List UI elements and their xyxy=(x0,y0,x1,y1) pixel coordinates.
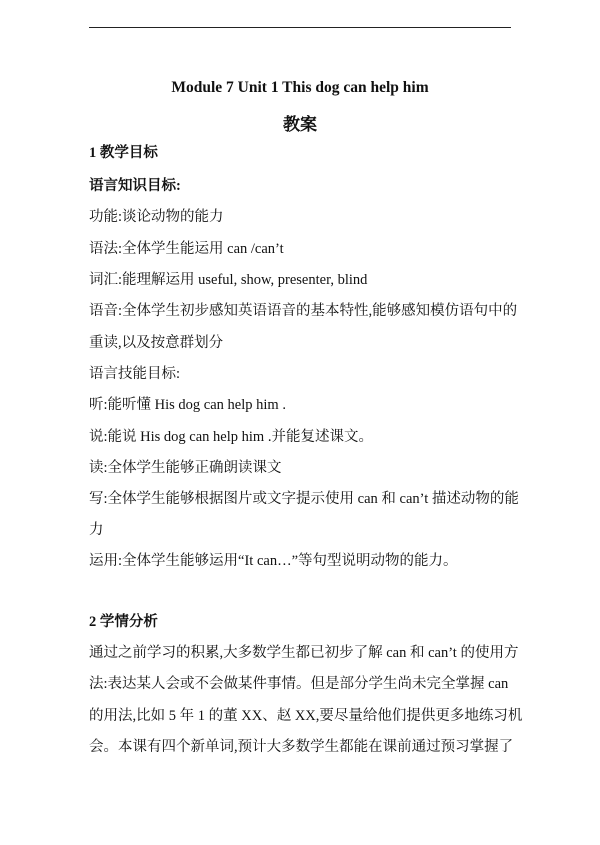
text-reading: 读:全体学生能够正确朗读课文 xyxy=(89,460,282,476)
text-listening: 听:能听懂 His dog can help him . xyxy=(89,397,286,413)
text-application: 运用:全体学生能够运用“It can…”等句型说明动物的能力。 xyxy=(89,553,458,569)
text-vocabulary: 词汇:能理解运用 useful, show, presenter, blind xyxy=(89,272,368,288)
text-analysis-line4: 会。本课有四个新单词,预计大多数学生都能在课前通过预习掌握了 xyxy=(89,739,514,755)
subheading-knowledge: 语言知识目标: xyxy=(89,178,181,194)
document-title: Module 7 Unit 1 This dog can help him xyxy=(171,79,429,96)
text-phonetics-line1: 语音:全体学生初步感知英语语音的基本特性,能够感知模仿语句中的 xyxy=(89,303,518,319)
text-writing-line2: 力 xyxy=(89,522,104,538)
text-analysis-line3: 的用法,比如 5 年 1 的董 XX、赵 XX,要尽量给他们提供更多地练习机 xyxy=(89,708,523,724)
text-analysis-line1: 通过之前学习的积累,大多数学生都已初步了解 can 和 can’t 的使用方 xyxy=(89,645,519,661)
text-writing-line1: 写:全体学生能够根据图片或文字提示使用 can 和 can’t 描述动物的能 xyxy=(89,491,519,507)
section-heading-analysis: 2 学情分析 xyxy=(89,614,158,630)
text-speaking: 说:能说 His dog can help him .并能复述课文。 xyxy=(89,429,373,445)
document-subtitle: 教案 xyxy=(283,115,317,134)
subheading-skills: 语言技能目标: xyxy=(89,366,181,382)
text-grammar: 语法:全体学生能运用 can /can’t xyxy=(89,241,284,257)
section-heading-objectives: 1 教学目标 xyxy=(89,145,158,161)
text-function: 功能:谈论动物的能力 xyxy=(89,209,224,225)
header-rule xyxy=(89,27,511,28)
text-analysis-line2: 法:表达某人会或不会做某件事情。但是部分学生尚未完全掌握 can xyxy=(89,676,509,692)
text-phonetics-line2: 重读,以及按意群划分 xyxy=(89,335,224,351)
